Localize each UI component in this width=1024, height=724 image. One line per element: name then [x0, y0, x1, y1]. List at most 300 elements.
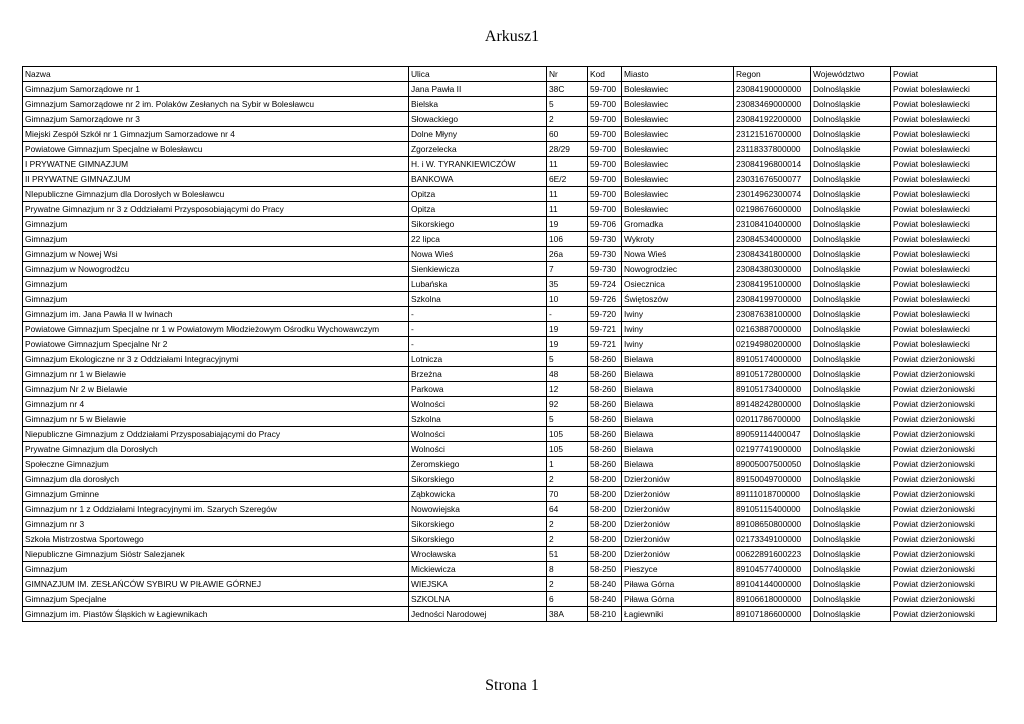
cell-number: 28/29 [547, 142, 588, 157]
table-row [23, 127, 997, 142]
cell-street: BANKOWA [409, 172, 547, 187]
cell-city: Bolesławiec [622, 97, 734, 112]
cell-postal-code: 59-700 [588, 82, 622, 97]
cell-number: 38A [547, 607, 588, 622]
cell-city: Gromadka [622, 217, 734, 232]
cell-number: 5 [547, 412, 588, 427]
cell-city: Świętoszów [622, 292, 734, 307]
cell-postal-code: 58-200 [588, 502, 622, 517]
cell-city: Osiecznica [622, 277, 734, 292]
table-row [23, 412, 997, 427]
cell-number: 2 [547, 472, 588, 487]
table-row [23, 382, 997, 397]
cell-street: Bielska [409, 97, 547, 112]
cell-city: Iwiny [622, 307, 734, 322]
cell-voivodeship: Dolnośląskie [811, 562, 891, 577]
page-footer: Strona 1 [485, 677, 539, 694]
cell-name: Gimnazjum nr 4 [23, 397, 409, 412]
cell-city: Bielawa [622, 427, 734, 442]
cell-number: 6 [547, 592, 588, 607]
cell-county: Powiat dzierżoniowski [891, 412, 997, 427]
cell-street: - [409, 322, 547, 337]
cell-voivodeship: Dolnośląskie [811, 607, 891, 622]
cell-city: Bolesławiec [622, 187, 734, 202]
cell-city: Bolesławiec [622, 127, 734, 142]
cell-voivodeship: Dolnośląskie [811, 127, 891, 142]
cell-number: 60 [547, 127, 588, 142]
cell-regon: 02173349100000 [734, 532, 811, 547]
cell-name: Gimnazjum Ekologiczne nr 3 z Oddziałami Integracyjnymi [23, 352, 409, 367]
cell-postal-code: 58-260 [588, 397, 622, 412]
cell-county: Powiat bolesławiecki [891, 172, 997, 187]
cell-voivodeship: Dolnośląskie [811, 247, 891, 262]
cell-street: Wolności [409, 442, 547, 457]
cell-county: Powiat bolesławiecki [891, 142, 997, 157]
cell-county: Powiat dzierżoniowski [891, 547, 997, 562]
cell-regon: 89005007500050 [734, 457, 811, 472]
cell-regon: 89105174000000 [734, 352, 811, 367]
cell-voivodeship: Dolnośląskie [811, 202, 891, 217]
cell-voivodeship: Dolnośląskie [811, 292, 891, 307]
cell-number: 11 [547, 187, 588, 202]
table-body [23, 82, 997, 622]
cell-postal-code: 59-700 [588, 202, 622, 217]
cell-postal-code: 59-700 [588, 187, 622, 202]
cell-number: 38C [547, 82, 588, 97]
table-row [23, 217, 997, 232]
cell-city: Dzierżoniów [622, 547, 734, 562]
cell-street: SZKOLNA [409, 592, 547, 607]
cell-street: Opitza [409, 187, 547, 202]
cell-voivodeship: Dolnośląskie [811, 577, 891, 592]
cell-street: - [409, 307, 547, 322]
cell-county: Powiat bolesławiecki [891, 277, 997, 292]
cell-postal-code: 58-240 [588, 592, 622, 607]
cell-regon: 89107186600000 [734, 607, 811, 622]
cell-postal-code: 59-700 [588, 127, 622, 142]
table-row [23, 502, 997, 517]
cell-number: 105 [547, 427, 588, 442]
cell-city: Iwiny [622, 322, 734, 337]
table-row [23, 457, 997, 472]
cell-name: Szkoła Mistrzostwa Sportowego [23, 532, 409, 547]
cell-postal-code: 58-210 [588, 607, 622, 622]
cell-number: 5 [547, 352, 588, 367]
cell-regon: 89148242800000 [734, 397, 811, 412]
table-row [23, 337, 997, 352]
cell-number: 19 [547, 217, 588, 232]
cell-regon: 89104144000000 [734, 577, 811, 592]
cell-name: II PRYWATNE GIMNAZJUM [23, 172, 409, 187]
cell-name: Gimnazjum im. Piastów Śląskich w Łagiewnikach [23, 607, 409, 622]
table-row [23, 142, 997, 157]
cell-regon: 23083469000000 [734, 97, 811, 112]
cell-county: Powiat bolesławiecki [891, 112, 997, 127]
table-row [23, 427, 997, 442]
cell-name: GIMNAZJUM IM. ZESŁAŃCÓW SYBIRU W PIŁAWIE GÓRNEJ [23, 577, 409, 592]
cell-regon: 89111018700000 [734, 487, 811, 502]
cell-voivodeship: Dolnośląskie [811, 427, 891, 442]
cell-number: 106 [547, 232, 588, 247]
cell-street: Dolne Młyny [409, 127, 547, 142]
cell-number: 2 [547, 112, 588, 127]
cell-postal-code: 59-721 [588, 337, 622, 352]
cell-name: Gimnazjum Samorządowe nr 3 [23, 112, 409, 127]
cell-city: Dzierżoniów [622, 472, 734, 487]
table-row [23, 112, 997, 127]
cell-street: Sikorskiego [409, 517, 547, 532]
table-row [23, 172, 997, 187]
cell-street: Żeromskiego [409, 457, 547, 472]
cell-city: Łagiewniki [622, 607, 734, 622]
cell-regon: 23084380300000 [734, 262, 811, 277]
cell-voivodeship: Dolnośląskie [811, 502, 891, 517]
cell-name: Gimnazjum Samorządowe nr 1 [23, 82, 409, 97]
cell-number: - [547, 307, 588, 322]
cell-street: Lotnicza [409, 352, 547, 367]
cell-street: - [409, 337, 547, 352]
cell-name: Gimnazjum Gminne [23, 487, 409, 502]
table-row [23, 607, 997, 622]
cell-street: Brzeżna [409, 367, 547, 382]
cell-voivodeship: Dolnośląskie [811, 322, 891, 337]
cell-voivodeship: Dolnośląskie [811, 97, 891, 112]
cell-city: Nowogrodziec [622, 262, 734, 277]
cell-regon: 02198676600000 [734, 202, 811, 217]
cell-regon: 89059114400047 [734, 427, 811, 442]
cell-street: Wolności [409, 427, 547, 442]
cell-voivodeship: Dolnośląskie [811, 352, 891, 367]
cell-city: Bolesławiec [622, 172, 734, 187]
cell-street: Parkowa [409, 382, 547, 397]
cell-county: Powiat bolesławiecki [891, 247, 997, 262]
cell-postal-code: 59-721 [588, 322, 622, 337]
cell-county: Powiat bolesławiecki [891, 292, 997, 307]
cell-street: Wrocławska [409, 547, 547, 562]
cell-county: Powiat dzierżoniowski [891, 367, 997, 382]
cell-county: Powiat dzierżoniowski [891, 562, 997, 577]
cell-voivodeship: Dolnośląskie [811, 592, 891, 607]
table-row [23, 547, 997, 562]
cell-voivodeship: Dolnośląskie [811, 517, 891, 532]
cell-postal-code: 59-720 [588, 307, 622, 322]
cell-postal-code: 58-260 [588, 427, 622, 442]
cell-postal-code: 58-260 [588, 457, 622, 472]
cell-name: I PRYWATNE GIMNAZJUM [23, 157, 409, 172]
table-row [23, 487, 997, 502]
cell-postal-code: 58-200 [588, 532, 622, 547]
cell-county: Powiat dzierżoniowski [891, 442, 997, 457]
table-row [23, 202, 997, 217]
cell-regon: 23084195100000 [734, 277, 811, 292]
cell-regon: 23084341800000 [734, 247, 811, 262]
column-header-voivodeship: Województwo [811, 67, 891, 82]
table-row [23, 307, 997, 322]
cell-name: Gimnazjum [23, 562, 409, 577]
sheet-title: Arkusz1 [484, 28, 540, 45]
cell-city: Dzierżoniów [622, 532, 734, 547]
cell-name: Gimnazjum Nr 2 w Bielawie [23, 382, 409, 397]
cell-regon: 23084199700000 [734, 292, 811, 307]
cell-postal-code: 58-260 [588, 352, 622, 367]
cell-city: Nowa Wieś [622, 247, 734, 262]
cell-county: Powiat bolesławiecki [891, 97, 997, 112]
table-row [23, 277, 997, 292]
cell-voivodeship: Dolnośląskie [811, 457, 891, 472]
column-header-street: Ulica [409, 67, 547, 82]
cell-name: Gimnazjum Specjalne [23, 592, 409, 607]
cell-postal-code: 58-260 [588, 442, 622, 457]
cell-city: Bielawa [622, 352, 734, 367]
cell-regon: 23014962300074 [734, 187, 811, 202]
cell-city: Bielawa [622, 367, 734, 382]
cell-voivodeship: Dolnośląskie [811, 187, 891, 202]
cell-name: Gimnazjum [23, 292, 409, 307]
cell-postal-code: 59-700 [588, 112, 622, 127]
cell-name: Gimnazjum w Nowogrodźcu [23, 262, 409, 277]
cell-county: Powiat dzierżoniowski [891, 487, 997, 502]
cell-number: 7 [547, 262, 588, 277]
cell-number: 11 [547, 202, 588, 217]
cell-regon: 23084192200000 [734, 112, 811, 127]
cell-street: Słowackiego [409, 112, 547, 127]
cell-city: Bolesławiec [622, 157, 734, 172]
cell-name: Gimnazjum Samorządowe nr 2 im. Polaków Zesłanych na Sybir w Bolesławcu [23, 97, 409, 112]
cell-postal-code: 59-700 [588, 97, 622, 112]
cell-number: 10 [547, 292, 588, 307]
cell-street: Sikorskiego [409, 472, 547, 487]
cell-name: Gimnazjum dla dorosłych [23, 472, 409, 487]
table-row [23, 352, 997, 367]
table-row [23, 292, 997, 307]
cell-voivodeship: Dolnośląskie [811, 472, 891, 487]
cell-number: 26a [547, 247, 588, 262]
cell-name: Prywatne Gimnazjum nr 3 z Oddziałami Przysposobiającymi do Pracy [23, 202, 409, 217]
cell-voivodeship: Dolnośląskie [811, 277, 891, 292]
table-row [23, 322, 997, 337]
cell-street: Wolności [409, 397, 547, 412]
cell-number: 2 [547, 532, 588, 547]
cell-number: 92 [547, 397, 588, 412]
cell-county: Powiat dzierżoniowski [891, 577, 997, 592]
table-row [23, 247, 997, 262]
cell-postal-code: 58-200 [588, 487, 622, 502]
cell-name: Gimnazjum nr 1 w Bielawie [23, 367, 409, 382]
cell-number: 64 [547, 502, 588, 517]
cell-county: Powiat dzierżoniowski [891, 517, 997, 532]
cell-name: NIepubliczne Gimnazjum dla Dorosłych w Bolesławcu [23, 187, 409, 202]
cell-postal-code: 58-200 [588, 547, 622, 562]
cell-name: Prywatne Gimnazjum dla Dorosłych [23, 442, 409, 457]
cell-regon: 89104577400000 [734, 562, 811, 577]
cell-number: 1 [547, 457, 588, 472]
cell-regon: 02194980200000 [734, 337, 811, 352]
cell-voivodeship: Dolnośląskie [811, 157, 891, 172]
cell-name: Gimnazjum [23, 277, 409, 292]
cell-street: Mickiewicza [409, 562, 547, 577]
cell-regon: 89108650800000 [734, 517, 811, 532]
cell-street: Sikorskiego [409, 217, 547, 232]
cell-regon: 23084196800014 [734, 157, 811, 172]
cell-number: 19 [547, 337, 588, 352]
cell-street: Szkolna [409, 412, 547, 427]
cell-name: Społeczne Gimnazjum [23, 457, 409, 472]
cell-postal-code: 59-700 [588, 142, 622, 157]
cell-voivodeship: Dolnośląskie [811, 487, 891, 502]
table-row [23, 472, 997, 487]
cell-regon: 89150049700000 [734, 472, 811, 487]
cell-county: Powiat dzierżoniowski [891, 382, 997, 397]
cell-voivodeship: Dolnośląskie [811, 307, 891, 322]
cell-postal-code: 59-730 [588, 247, 622, 262]
cell-regon: 02197741900000 [734, 442, 811, 457]
cell-number: 48 [547, 367, 588, 382]
cell-voivodeship: Dolnośląskie [811, 397, 891, 412]
cell-postal-code: 59-700 [588, 172, 622, 187]
cell-street: Lubańska [409, 277, 547, 292]
cell-number: 2 [547, 577, 588, 592]
table-row [23, 562, 997, 577]
table-row [23, 517, 997, 532]
cell-voivodeship: Dolnośląskie [811, 112, 891, 127]
column-header-city: Miasto [622, 67, 734, 82]
cell-street: WIEJSKA [409, 577, 547, 592]
header-row [23, 67, 997, 82]
cell-county: Powiat bolesławiecki [891, 82, 997, 97]
column-header-county: Powiat [891, 67, 997, 82]
cell-voivodeship: Dolnośląskie [811, 367, 891, 382]
cell-city: Dzierżoniów [622, 487, 734, 502]
cell-regon: 00622891600223 [734, 547, 811, 562]
cell-postal-code: 58-200 [588, 472, 622, 487]
cell-regon: 23087638100000 [734, 307, 811, 322]
column-header-number: Nr [547, 67, 588, 82]
schools-table [22, 66, 997, 622]
cell-regon: 89106618000000 [734, 592, 811, 607]
cell-postal-code: 58-200 [588, 517, 622, 532]
cell-city: Bielawa [622, 457, 734, 472]
cell-county: Powiat bolesławiecki [891, 127, 997, 142]
cell-street: Sienkiewicza [409, 262, 547, 277]
cell-postal-code: 58-260 [588, 367, 622, 382]
cell-county: Powiat bolesławiecki [891, 187, 997, 202]
cell-street: Nowa Wieś [409, 247, 547, 262]
cell-postal-code: 59-706 [588, 217, 622, 232]
cell-city: Bolesławiec [622, 142, 734, 157]
cell-number: 5 [547, 97, 588, 112]
table-row [23, 367, 997, 382]
cell-county: Powiat dzierżoniowski [891, 607, 997, 622]
cell-city: Piława Górna [622, 577, 734, 592]
cell-name: Gimnazjum w Nowej Wsi [23, 247, 409, 262]
table-row [23, 577, 997, 592]
cell-city: Bielawa [622, 412, 734, 427]
cell-county: Powiat dzierżoniowski [891, 457, 997, 472]
cell-postal-code: 58-250 [588, 562, 622, 577]
cell-voivodeship: Dolnośląskie [811, 232, 891, 247]
cell-street: Jana Pawła II [409, 82, 547, 97]
cell-name: Gimnazjum nr 3 [23, 517, 409, 532]
cell-number: 12 [547, 382, 588, 397]
cell-street: Ząbkowicka [409, 487, 547, 502]
table-row [23, 187, 997, 202]
cell-name: Gimnazjum [23, 232, 409, 247]
table-row [23, 397, 997, 412]
column-header-regon: Regon [734, 67, 811, 82]
cell-regon: 23031676500077 [734, 172, 811, 187]
table-row [23, 97, 997, 112]
cell-postal-code: 58-260 [588, 412, 622, 427]
cell-city: Bolesławiec [622, 112, 734, 127]
cell-county: Powiat dzierżoniowski [891, 472, 997, 487]
cell-regon: 23121516700000 [734, 127, 811, 142]
cell-regon: 23084534000000 [734, 232, 811, 247]
cell-county: Powiat bolesławiecki [891, 307, 997, 322]
cell-regon: 23108410400000 [734, 217, 811, 232]
cell-regon: 23084190000000 [734, 82, 811, 97]
cell-county: Powiat bolesławiecki [891, 262, 997, 277]
cell-street: Opitza [409, 202, 547, 217]
cell-county: Powiat dzierżoniowski [891, 592, 997, 607]
column-header-name: Nazwa [23, 67, 409, 82]
cell-number: 105 [547, 442, 588, 457]
cell-voivodeship: Dolnośląskie [811, 142, 891, 157]
cell-number: 51 [547, 547, 588, 562]
cell-number: 19 [547, 322, 588, 337]
cell-voivodeship: Dolnośląskie [811, 337, 891, 352]
cell-county: Powiat bolesławiecki [891, 337, 997, 352]
cell-street: H. i W. TYRANKIEWICZÓW [409, 157, 547, 172]
cell-name: Gimnazjum [23, 217, 409, 232]
cell-name: Niepubliczne Gimnazjum Sióstr Salezjanek [23, 547, 409, 562]
cell-county: Powiat dzierżoniowski [891, 352, 997, 367]
column-header-postal-code: Kod [588, 67, 622, 82]
cell-postal-code: 59-724 [588, 277, 622, 292]
cell-county: Powiat bolesławiecki [891, 232, 997, 247]
cell-city: Bielawa [622, 382, 734, 397]
cell-regon: 89105173400000 [734, 382, 811, 397]
cell-voivodeship: Dolnośląskie [811, 172, 891, 187]
cell-county: Powiat bolesławiecki [891, 217, 997, 232]
cell-street: Sikorskiego [409, 532, 547, 547]
cell-number: 6E/2 [547, 172, 588, 187]
cell-regon: 02163887000000 [734, 322, 811, 337]
cell-street: Nowowiejska [409, 502, 547, 517]
cell-postal-code: 58-240 [588, 577, 622, 592]
cell-city: Bolesławiec [622, 82, 734, 97]
cell-county: Powiat dzierżoniowski [891, 502, 997, 517]
cell-city: Dzierżoniów [622, 517, 734, 532]
cell-voivodeship: Dolnośląskie [811, 382, 891, 397]
cell-postal-code: 58-260 [588, 382, 622, 397]
cell-number: 70 [547, 487, 588, 502]
cell-voivodeship: Dolnośląskie [811, 532, 891, 547]
cell-regon: 89105115400000 [734, 502, 811, 517]
cell-county: Powiat dzierżoniowski [891, 397, 997, 412]
cell-name: Gimnazjum im. Jana Pawła II w Iwinach [23, 307, 409, 322]
table-row [23, 262, 997, 277]
cell-county: Powiat bolesławiecki [891, 157, 997, 172]
cell-voivodeship: Dolnośląskie [811, 82, 891, 97]
cell-voivodeship: Dolnośląskie [811, 217, 891, 232]
cell-number: 35 [547, 277, 588, 292]
cell-postal-code: 59-726 [588, 292, 622, 307]
cell-number: 11 [547, 157, 588, 172]
cell-county: Powiat bolesławiecki [891, 202, 997, 217]
cell-city: Bielawa [622, 442, 734, 457]
cell-regon: 23118337800000 [734, 142, 811, 157]
cell-county: Powiat dzierżoniowski [891, 532, 997, 547]
